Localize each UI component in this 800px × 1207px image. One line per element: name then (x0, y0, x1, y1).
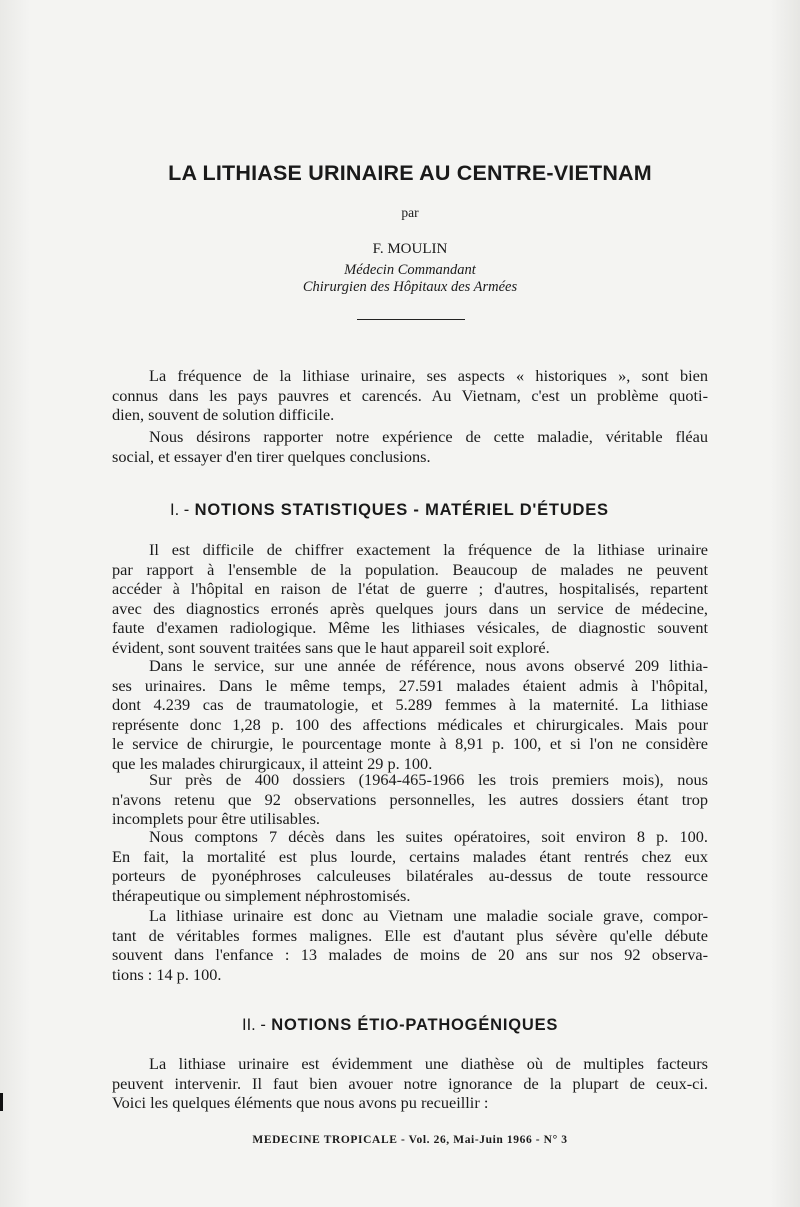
text-line: ses urinaires. Dans le même temps, 27.591 malades étaient admis à l'hôpital, (112, 675, 708, 695)
text-line: La fréquence de la lithiase urinaire, ses aspects « historiques », sont bien (149, 366, 708, 385)
section-number: II. - (242, 1016, 266, 1034)
text-line: thérapeutique ou simplement néphrostomisés. (112, 885, 411, 905)
section-title: NOTIONS STATISTIQUES - MATÉRIEL D'ÉTUDES (194, 501, 609, 519)
text-line: Il est difficile de chiffrer exactement la fréquence de la lithiase urinaire (149, 540, 708, 559)
text-line: représente donc 1,28 p. 100 des affections médicales et chirurgicales. Mais pour (112, 714, 708, 734)
intro-paragraph (112, 427, 708, 466)
text-line: Nous désirons rapporter notre expérience de cette maladie, véritable fléau (149, 427, 708, 446)
section-number: I. - (170, 501, 190, 519)
body-paragraph (112, 906, 708, 984)
text-line: incomplets pour être utilisables. (112, 809, 320, 828)
text-line: Sur près de 400 dossiers (1964-465-1966 les trois premiers mois), nous (149, 770, 708, 789)
body-paragraph (112, 540, 708, 657)
text-line: connus dans les pays pauvres et carencés. Au Vietnam, c'est un problème quoti- (112, 385, 708, 405)
text-line: souvent dans l'enfance : 13 malades de moins de 20 ans sur nos 92 observa- (112, 945, 708, 964)
journal-footer: MEDECINE TROPICALE - Vol. 26, Mai-Juin 1966 - N° 3 (252, 1134, 568, 1146)
body-paragraph (112, 1054, 708, 1113)
text-line: tant de véritables formes malignes. Elle est d'autant plus sévère qu'elle débute (112, 925, 708, 945)
text-line: La lithiase urinaire est évidemment une diathèse où de multiples facteurs (149, 1054, 708, 1073)
intro-paragraph (112, 366, 708, 425)
article-title: LA LITHIASE URINAIRE AU CENTRE-VIETNAM (168, 161, 652, 185)
text-line: La lithiase urinaire est donc au Vietnam une maladie sociale grave, compor- (149, 906, 708, 925)
text-line: social, et essayer d'en tirer quelques conclusions. (112, 446, 431, 466)
text-line: Nous comptons 7 décès dans les suites opératoires, soit environ 8 p. 100. (149, 827, 708, 846)
text-line: n'avons retenu que 92 observations personnelles, les autres dossiers étant trop (112, 789, 708, 809)
text-line: Dans le service, sur une année de référence, nous avons observé 209 lithia- (149, 656, 708, 675)
section-heading (242, 1016, 558, 1035)
text-line: accéder à l'hôpital en raison de l'état de guerre ; d'autres, hospitalisés, repartent (112, 579, 708, 598)
author-name: F. MOULIN (372, 241, 448, 257)
text-line: que les malades chirurgicaux, il atteint 29 p. 100. (112, 753, 433, 773)
text-line: dont 4.239 cas de traumatologie, et 5.289 femmes à la maternité. La lithiase (112, 695, 708, 714)
byline-par: par (401, 205, 419, 220)
title-divider (357, 319, 465, 320)
body-paragraph (112, 770, 708, 829)
text-line: tions : 14 p. 100. (112, 964, 222, 984)
text-line: dien, souvent de solution difficile. (112, 405, 335, 424)
text-line: faute d'examen radiologique. Même les lithiases vésicales, de diagnostic souvent (112, 618, 708, 637)
text-line: porteurs de pyonéphroses calculeuses bilatérales au-dessus de toute ressource (112, 866, 708, 885)
text-line: évident, sont souvent traitées sans que le haut appareil soit exploré. (112, 637, 550, 657)
author-rank: Médecin Commandant (344, 262, 476, 278)
section-heading (170, 501, 609, 520)
author-affiliation: Chirurgien des Hôpitaux des Armées (302, 279, 518, 295)
text-line: Voici les quelques éléments que nous avons pu recueillir : (112, 1093, 489, 1112)
text-line: avec des diagnostics erronés après quelques jours dans un service de médecine, (112, 598, 708, 618)
body-paragraph (112, 656, 708, 773)
scan-mark (0, 1093, 3, 1111)
body-paragraph (112, 827, 708, 905)
text-line: le service de chirurgie, le pourcentage monte à 8,91 p. 100, et si l'on ne considère (112, 734, 708, 753)
section-title: NOTIONS ÉTIO-PATHOGÉNIQUES (271, 1016, 559, 1034)
text-line: En fait, la mortalité est plus lourde, certains malades étant rentrés chez eux (112, 846, 708, 866)
text-line: peuvent intervenir. Il faut bien avouer notre ignorance de la plupart de ceux-ci. (112, 1073, 708, 1093)
text-line: par rapport à l'ensemble de la population. Beaucoup de malades ne peuvent (112, 559, 708, 579)
